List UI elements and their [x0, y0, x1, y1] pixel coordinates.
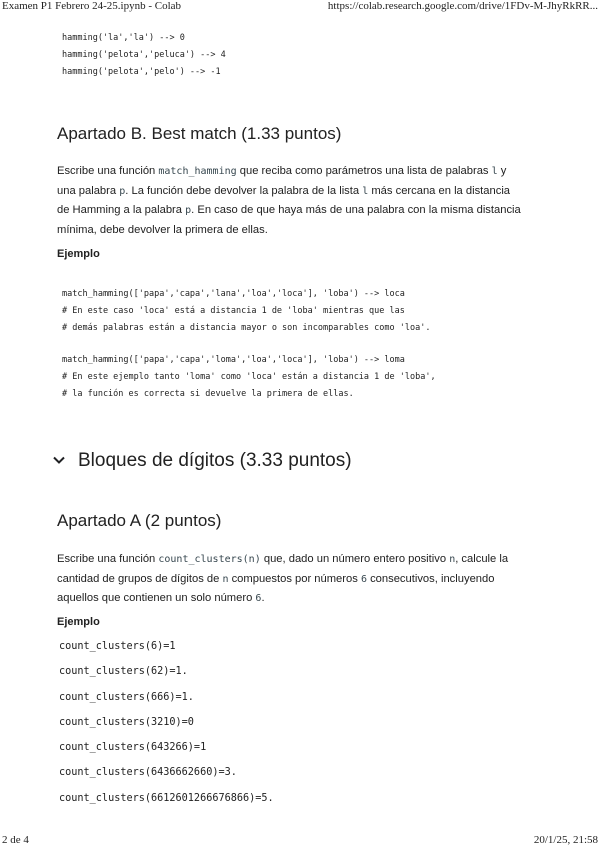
code-line: # En este caso 'loca' está a distancia 1 de 'loba' mientras que las [62, 306, 405, 316]
paragraph-line: Escribe una función count_clusters(n) que, dado un número entero positivo n, calcule la [57, 553, 509, 565]
code-line: match_hamming(['papa','capa','lana','loa','loca'], 'loba') --> loca [62, 289, 405, 299]
inline-code: p [119, 185, 126, 197]
example-line: count_clusters(6)=1 [59, 641, 176, 652]
section-b-description [57, 162, 557, 240]
code-line: match_hamming(['papa','capa','loma','loa','loca'], 'loba') --> loma [62, 355, 405, 365]
inline-code: match_hamming [158, 166, 237, 177]
inline-code: count_clusters(n) [158, 554, 261, 565]
inline-code: 6 [360, 573, 367, 585]
paragraph-line: mínima, debe devolver la primera de ellas. [57, 223, 268, 236]
print-footer [0, 834, 600, 848]
section-a-description [57, 550, 557, 609]
example-line: count_clusters(3210)=0 [59, 717, 194, 728]
print-url: https://colab.research.google.com/drive/1FDv-M-JhyRkRR... [327, 0, 598, 12]
section-a-heading: Apartado A (2 puntos) [57, 511, 222, 530]
inline-code: l [491, 166, 498, 177]
code-line: # En este ejemplo tanto 'loma' como 'loca' están a distancia 1 de 'loba', [62, 372, 436, 382]
section-b-heading: Apartado B. Best match (1.33 puntos) [57, 124, 342, 143]
print-title: Examen P1 Febrero 24-25.ipynb - Colab [2, 0, 182, 12]
paragraph-line: una palabra p. La función debe devolver la palabra de la lista l más cercana en la distancia [57, 184, 511, 197]
example-line: count_clusters(6436662660)=3. [59, 767, 237, 778]
code-line: # la función es correcta si devuelve la primera de ellas. [62, 389, 354, 399]
section-bloques-heading: Bloques de dígitos (3.33 puntos) [78, 450, 352, 471]
example-line: count_clusters(62)=1. [59, 666, 188, 677]
code-line: hamming('pelota','peluca') --> 4 [62, 50, 226, 60]
example-line: count_clusters(666)=1. [59, 692, 194, 703]
inline-code: l [362, 185, 369, 197]
chevron-down-icon[interactable] [50, 451, 68, 469]
paragraph-line: cantidad de grupos de dígitos de n compuestos por números 6 consecutivos, incluyendo [57, 572, 495, 585]
code-line: hamming('la','la') --> 0 [62, 33, 185, 43]
code-line: # demás palabras están a distancia mayor o son incomparables como 'loa'. [62, 323, 431, 333]
paragraph-line: Escribe una función match_hamming que reciba como parámetros una lista de palabras l y [57, 165, 507, 177]
inline-code: 6 [255, 593, 262, 605]
example-label: Ejemplo [57, 248, 100, 260]
page-number: 2 de 4 [2, 834, 29, 846]
example-line: count_clusters(6612601266676866)=5. [59, 793, 274, 804]
print-datetime: 20/1/25, 21:58 [533, 834, 598, 846]
inline-code: p [185, 205, 192, 217]
paragraph-line: aquellos que contienen un solo número 6. [57, 592, 265, 605]
print-header [0, 0, 600, 14]
inline-code: n [222, 573, 229, 585]
code-line: hamming('pelota','pelo') --> -1 [62, 67, 221, 77]
inline-code: n [449, 554, 456, 565]
paragraph-line: de Hamming a la palabra p. En caso de que haya más de una palabra con la misma distancia [57, 204, 521, 217]
example-label: Ejemplo [57, 616, 100, 628]
example-line: count_clusters(643266)=1 [59, 742, 207, 753]
